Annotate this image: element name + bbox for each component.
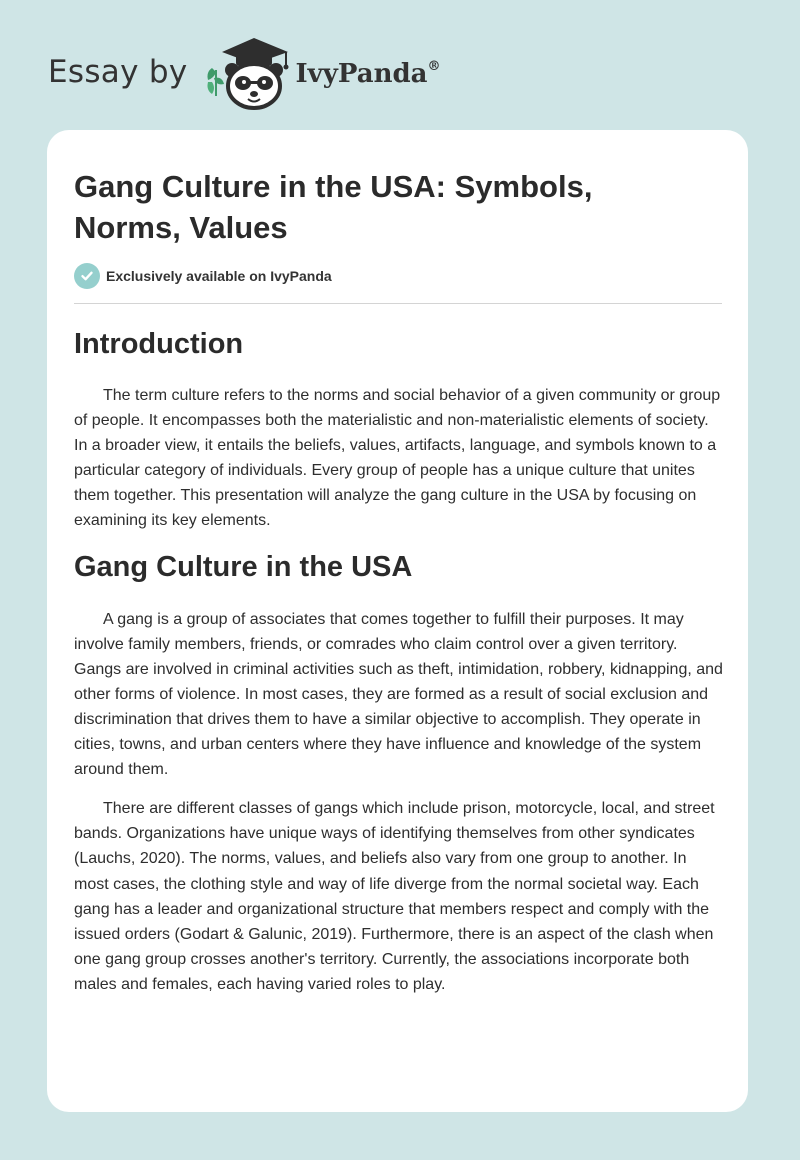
badge-label: Exclusively available on IvyPanda	[106, 268, 332, 284]
site-header	[48, 34, 441, 110]
essay-card	[47, 130, 748, 1112]
paragraph: A gang is a group of associates that comes together to fulfill their purposes. It may involve family members, friends, or comrades who claim control over a given territory. Gangs are involved in criminal activities such as theft, intimidation, robbery, kidnapping, and other forms of violence. In most cases, they are formed as a result of social exclusion and discrimination that drives them to have a similar objective to accomplish. They operate in cities, towns, and urban centers where they have influence and knowledge of the system around them.	[74, 610, 723, 779]
paragraph: There are different classes of gangs which include prison, motorcycle, local, and street bands. Organizations have unique ways of identifying themselves from other syndicates (Lauchs, 2020). The norms, values, and beliefs also vary from one group to another. In most cases, the clothing style and way of life diverge from the normal societal way. Each gang has a leader and organizational structure that members respect and comply with the issued orders (Godart & Galunic, 2019). Furthermore, there is an aspect of the clash when one gang group crosses another's territory. Currently, the associations incorporate both males and females, each having varied roles to play.	[74, 800, 715, 993]
checkmark-icon	[74, 263, 100, 289]
exclusive-badge	[74, 263, 332, 289]
divider	[74, 303, 722, 304]
section-heading-introduction: Introduction	[74, 328, 244, 360]
paragraph: The term culture refers to the norms and social behavior of a given community or group of people. It encompasses both the materialistic and non-materialistic elements of society. In a broader view, it entails the beliefs, values, artifacts, language, and symbols known to a particular category of individuals. Every group of people has a unique culture that unites them together. This presentation will analyze the gang culture in the USA by focusing on examining its key elements.	[74, 387, 721, 530]
essay-title: Gang Culture in the USA: Symbols, Norms, Values	[74, 169, 593, 245]
essay-by-label: Essay by	[48, 54, 188, 90]
brand-name[interactable]: IvyPanda®	[295, 59, 441, 89]
registered-mark: ®	[427, 59, 441, 75]
ivypanda-logo-icon[interactable]	[202, 34, 292, 110]
essay-body	[74, 326, 724, 1011]
section-heading-gang-culture: Gang Culture in the USA	[74, 550, 413, 583]
